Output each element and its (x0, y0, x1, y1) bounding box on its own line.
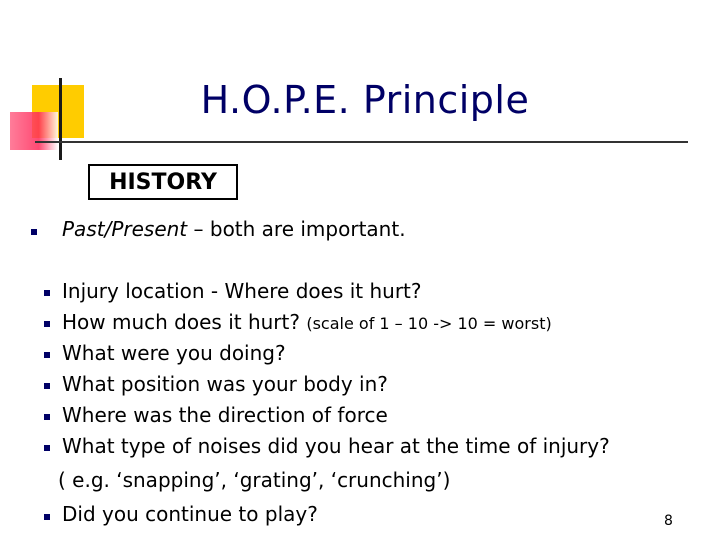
intro-text: – both are important. (187, 217, 406, 241)
bullet-marker (31, 229, 37, 235)
list-item (62, 341, 286, 365)
section-label: HISTORY (109, 169, 217, 195)
list-item-continuation (58, 468, 450, 492)
list-item (62, 502, 318, 526)
list-item (62, 434, 610, 458)
list-item-text: What were you doing? (62, 341, 286, 365)
bullet-marker (44, 383, 50, 389)
list-item-text: Injury location - Where does it hurt? (62, 279, 422, 303)
list-item-text: ( e.g. ‘snapping’, ‘grating’, ‘crunching’) (58, 468, 451, 492)
list-item-text: What type of noises did you hear at the time of injury? (62, 434, 610, 458)
list-item-text: Where was the direction of force (62, 403, 388, 427)
list-item (62, 372, 388, 396)
section-label-box (88, 164, 238, 200)
bullet-marker (44, 290, 50, 296)
intro-emphasis: Past/Present (62, 217, 188, 241)
list-item (62, 279, 422, 303)
bullet-marker (44, 514, 50, 520)
page-number: 8 (664, 513, 673, 529)
decor-red-square (10, 112, 58, 150)
list-item (62, 310, 552, 334)
list-item-text: Did you continue to play? (62, 502, 318, 526)
list-item (62, 403, 388, 427)
bullet-marker (44, 445, 50, 451)
title-underline (35, 141, 688, 143)
list-item-note: (scale of 1 – 10 -> 10 = worst) (306, 314, 552, 333)
bullet-marker (44, 321, 50, 327)
slide-title: H.O.P.E. Principle (200, 78, 530, 122)
intro-line (62, 217, 406, 241)
bullet-marker (44, 414, 50, 420)
decor-vertical-line (59, 78, 62, 160)
list-item-text: What position was your body in? (62, 372, 388, 396)
bullet-marker (44, 352, 50, 358)
list-item-text: How much does it hurt? (62, 310, 307, 334)
